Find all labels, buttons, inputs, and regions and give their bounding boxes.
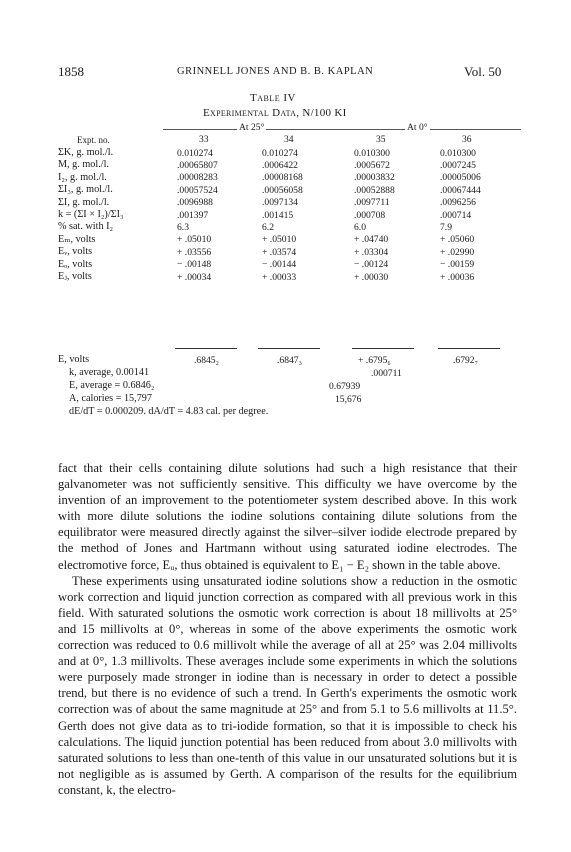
group-0-label: At 0° bbox=[407, 122, 428, 133]
table-cell: + .04740 bbox=[354, 234, 389, 246]
volume-label: Vol. 50 bbox=[464, 64, 502, 79]
experiment-number: 34 bbox=[284, 134, 294, 145]
row-label: Eⱼ, volts bbox=[58, 271, 92, 282]
table-cell: .0007245 bbox=[440, 159, 476, 171]
row-label: ΣK, g. mol./l. bbox=[58, 147, 114, 158]
table-cell: − .00148 bbox=[177, 259, 212, 271]
row-label: ΣI, g. mol./l. bbox=[58, 196, 110, 208]
paragraph: fact that their cells containing dilute solutions had such a high resistance that their galvanometer was not sufficiently sensitive. This difficulty we have overcome by the invention of an improvement to the potentiometer system described above. In this work with more dilute solutions the iodine solutions containing dilute solutions from the equilibrator were measured directly against the silver–silver iodide electrode prepared by the method of Jones and Hartmann without using saturated iodine electrodes. The electromotive force, Eᵤ, thus obtained is equivalent to E₁ − E₂ shown in the table above. bbox=[58, 461, 517, 572]
body-text bbox=[58, 460, 517, 798]
table-cell: 6.0 bbox=[354, 221, 366, 233]
a-calories-label: A, calories = 15,797 bbox=[69, 393, 152, 404]
table-cell: + .03556 bbox=[177, 246, 212, 258]
table-cell: 0.010300 bbox=[440, 147, 476, 159]
sum-rule-4 bbox=[438, 348, 500, 349]
page-number: 1858 bbox=[58, 64, 84, 79]
e-value-35: + .6795₆ bbox=[358, 355, 391, 366]
row-label: k = (ΣI × I₂)/ΣI₃ bbox=[58, 209, 124, 220]
table-cell: + .05010 bbox=[177, 234, 212, 246]
table-cell: .00067444 bbox=[440, 184, 481, 196]
table-cell: + .03574 bbox=[262, 246, 297, 258]
table-cell: .00008283 bbox=[177, 172, 218, 184]
table-cell: + .00033 bbox=[262, 271, 297, 283]
table-cell: + .03304 bbox=[354, 246, 389, 258]
paragraph: These experiments using unsaturated iodine solutions show a reduction in the osmotic work correction and liquid junction correction as compared with all previous work in this field. With saturated solutions the osmotic work correction is about 18 millivolts at 25° and 15 millivolts at 0°, whereas in some of the above experiments the osmotic work correction was reduced to 0.6 millivolt while the average of all at 25° was 2.04 millivolts and at 0°, 1.3 millivolts. These averages include some experiments in which the solutions were purposely made stronger in iodine than is necessary in order to detect a possible trend, but there is no evidence of such a trend. In Gerth's experiments the osmotic work correction was of about the same magnitude at 25° and from 5.1 to 5.6 millivolts at 11.5°. Gerth does not give data as to tri-iodide formation, so that it is impossible to check his calculations. The liquid junction potential has been reduced from about 3.0 millivolts with saturated solutions to less than one-tenth of this value in our unsaturated solutions but it is not negligible as is assumed by Gerth. A comparison of the results for the equilibrium constant, k, the electro- bbox=[58, 573, 517, 797]
table-cell: .00065807 bbox=[177, 159, 218, 171]
table-cell: − .00159 bbox=[440, 259, 475, 271]
table-cell: 6.2 bbox=[262, 221, 274, 233]
table-cell: 0.010274 bbox=[177, 147, 213, 159]
table-cell: .00056058 bbox=[262, 184, 303, 196]
e-value-33: .6845₂ bbox=[194, 355, 219, 366]
table-cell: − .00144 bbox=[262, 259, 297, 271]
table-cell: + .05060 bbox=[440, 234, 475, 246]
group-25-label: At 25° bbox=[239, 122, 265, 133]
table-cell: .00052888 bbox=[354, 184, 395, 196]
table-cell: .001415 bbox=[262, 209, 294, 221]
table-cell: + .00030 bbox=[354, 271, 389, 283]
table-cell: + .00036 bbox=[440, 271, 475, 283]
derivatives-line: dE/dT = 0.000209. dA/dT = 4.83 cal. per degree. bbox=[69, 406, 269, 417]
group-0-bracket bbox=[343, 129, 521, 130]
e-volts-label: E, volts bbox=[58, 354, 90, 365]
table-cell: .0097711 bbox=[354, 197, 390, 209]
row-label: Eₘ, volts bbox=[58, 233, 96, 245]
e-value-34: .6847₃ bbox=[277, 355, 302, 366]
k-average-0: .000711 bbox=[371, 368, 402, 379]
table-cell: 6.3 bbox=[177, 221, 189, 233]
table-cell: .00008168 bbox=[262, 172, 303, 184]
table-cell: .0005672 bbox=[354, 159, 390, 171]
table-number: Table IV bbox=[250, 92, 296, 104]
table-cell: .0097134 bbox=[262, 197, 298, 209]
running-head-authors: GRINNELL JONES AND B. B. KAPLAN bbox=[177, 66, 374, 77]
table-cell: .00057524 bbox=[177, 184, 218, 196]
k-average-label: k, average, 0.00141 bbox=[69, 367, 150, 378]
table-cell: .00005006 bbox=[440, 172, 481, 184]
e-value-36: .6792₇ bbox=[453, 355, 478, 366]
table-cell: − .00124 bbox=[354, 259, 389, 271]
a-calories-0: 15,676 bbox=[335, 394, 362, 405]
table-cell: + .00034 bbox=[177, 271, 212, 283]
row-label: M, g. mol./l. bbox=[58, 159, 109, 171]
table-cell: 0.010274 bbox=[262, 147, 298, 159]
sum-rule-1 bbox=[175, 348, 237, 349]
table-cell: .0096988 bbox=[177, 197, 213, 209]
table-cell: + .02990 bbox=[440, 246, 475, 258]
table-cell: .001397 bbox=[177, 209, 209, 221]
table-caption: Experimental Data, N/100 KI bbox=[203, 107, 347, 119]
sum-rule-3 bbox=[352, 348, 414, 349]
experiment-number: 36 bbox=[462, 134, 472, 145]
table-cell: + .05010 bbox=[262, 234, 297, 246]
table-cell: .000714 bbox=[440, 209, 472, 221]
e-average-0: 0.67939 bbox=[329, 381, 361, 392]
row-label: % sat. with I₂ bbox=[58, 221, 114, 233]
table-cell: .0096256 bbox=[440, 197, 476, 209]
row-label: ΣI₃, g. mol./l. bbox=[58, 184, 113, 196]
row-label: I₂, g. mol./l. bbox=[58, 171, 107, 183]
table-cell: 0.010300 bbox=[354, 147, 390, 159]
table-cell: .000708 bbox=[354, 209, 386, 221]
sum-rule-2 bbox=[258, 348, 320, 349]
expt-no-label: Expt. no. bbox=[77, 135, 110, 145]
row-label: Eᵥ, volts bbox=[58, 246, 93, 258]
table-cell: .0006422 bbox=[262, 159, 298, 171]
table-cell: .00003832 bbox=[354, 172, 395, 184]
experiment-number: 33 bbox=[199, 134, 209, 145]
experiment-number: 35 bbox=[376, 134, 386, 145]
e-average-label: E, average = 0.6846₂ bbox=[69, 380, 155, 391]
table-cell: 7.9 bbox=[440, 221, 452, 233]
row-label: Eₒ, volts bbox=[58, 258, 93, 270]
